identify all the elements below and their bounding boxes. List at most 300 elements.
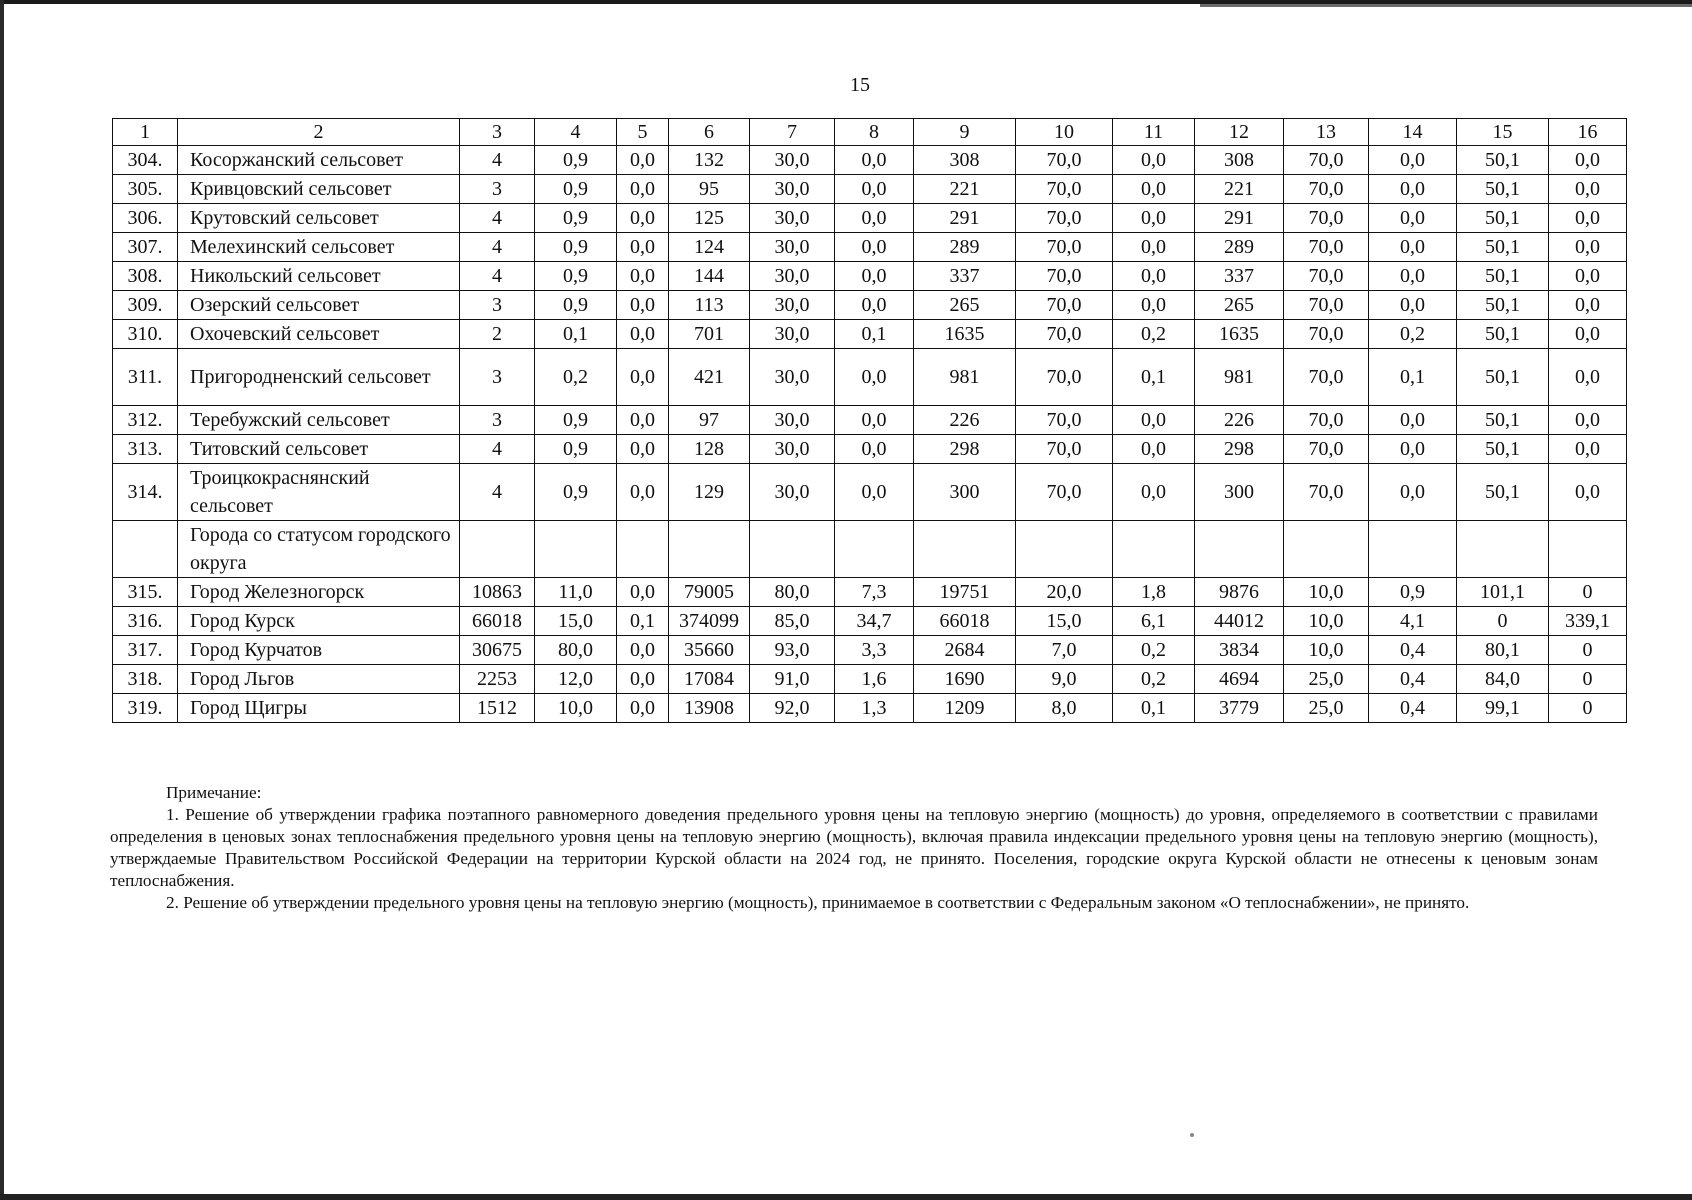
value-cell: 132 — [669, 146, 750, 175]
value-cell: 70,0 — [1284, 146, 1369, 175]
value-cell: 0,1 — [1369, 349, 1457, 406]
value-cell: 1690 — [914, 665, 1016, 694]
value-cell: 265 — [914, 291, 1016, 320]
value-cell: 80,1 — [1457, 636, 1549, 665]
value-cell: 11 — [1113, 119, 1195, 146]
value-cell: 0,0 — [1549, 349, 1627, 406]
value-cell: 50,1 — [1457, 320, 1549, 349]
value-cell: 1,3 — [835, 694, 914, 723]
scan-edge-top-shadow — [1200, 4, 1692, 7]
value-cell: 3 — [460, 406, 535, 435]
value-cell: 7,0 — [1016, 636, 1113, 665]
value-cell: 4 — [460, 204, 535, 233]
value-cell: 93,0 — [750, 636, 835, 665]
value-cell: 4 — [460, 233, 535, 262]
value-cell: 1512 — [460, 694, 535, 723]
value-cell: 128 — [669, 435, 750, 464]
value-cell: 5 — [617, 119, 669, 146]
name-cell: 2 — [178, 119, 460, 146]
value-cell: 70,0 — [1284, 349, 1369, 406]
value-cell: 0,0 — [617, 175, 669, 204]
value-cell: 7,3 — [835, 578, 914, 607]
value-cell: 30,0 — [750, 320, 835, 349]
value-cell: 0,0 — [617, 291, 669, 320]
data-table — [112, 118, 1627, 723]
value-cell: 0 — [1457, 607, 1549, 636]
name-cell: Озерский сельсовет — [178, 291, 460, 320]
value-cell: 0,1 — [617, 607, 669, 636]
value-cell: 129 — [669, 464, 750, 521]
value-cell: 308 — [1195, 146, 1284, 175]
name-cell: Крутовский сельсовет — [178, 204, 460, 233]
value-cell: 91,0 — [750, 665, 835, 694]
value-cell: 35660 — [669, 636, 750, 665]
value-cell: 20,0 — [1016, 578, 1113, 607]
name-cell: Мелехинский сельсовет — [178, 233, 460, 262]
value-cell: 0,0 — [617, 349, 669, 406]
value-cell: 0,0 — [1113, 175, 1195, 204]
name-cell: Города со статусом городского округа — [178, 521, 460, 578]
value-cell: 50,1 — [1457, 204, 1549, 233]
value-cell: 0,0 — [1549, 406, 1627, 435]
value-cell: 2684 — [914, 636, 1016, 665]
value-cell — [460, 521, 535, 578]
name-cell: Никольский сельсовет — [178, 262, 460, 291]
value-cell: 70,0 — [1016, 435, 1113, 464]
value-cell: 70,0 — [1016, 464, 1113, 521]
value-cell: 10,0 — [1284, 607, 1369, 636]
value-cell: 3834 — [1195, 636, 1284, 665]
value-cell: 0 — [1549, 694, 1627, 723]
value-cell: 15,0 — [535, 607, 617, 636]
note-block — [110, 782, 1598, 914]
value-cell: 298 — [1195, 435, 1284, 464]
value-cell: 0,0 — [835, 464, 914, 521]
value-cell: 300 — [914, 464, 1016, 521]
value-cell: 0,0 — [1113, 435, 1195, 464]
value-cell: 7 — [750, 119, 835, 146]
value-cell: 70,0 — [1284, 464, 1369, 521]
value-cell: 221 — [1195, 175, 1284, 204]
value-cell: 12 — [1195, 119, 1284, 146]
value-cell: 0,9 — [535, 146, 617, 175]
row-number-cell — [113, 521, 178, 578]
table-body — [113, 119, 1627, 723]
value-cell — [914, 521, 1016, 578]
value-cell: 70,0 — [1016, 349, 1113, 406]
value-cell: 0,4 — [1369, 694, 1457, 723]
value-cell: 6,1 — [1113, 607, 1195, 636]
value-cell: 0,2 — [1369, 320, 1457, 349]
value-cell: 8 — [835, 119, 914, 146]
value-cell: 70,0 — [1284, 262, 1369, 291]
value-cell: 308 — [914, 146, 1016, 175]
value-cell: 0,0 — [1369, 204, 1457, 233]
value-cell: 125 — [669, 204, 750, 233]
value-cell: 66018 — [914, 607, 1016, 636]
value-cell: 44012 — [1195, 607, 1284, 636]
row-number-cell: 316. — [113, 607, 178, 636]
value-cell: 30,0 — [750, 464, 835, 521]
value-cell: 30,0 — [750, 349, 835, 406]
value-cell: 0,4 — [1369, 665, 1457, 694]
table-row — [113, 607, 1627, 636]
value-cell: 0,0 — [617, 464, 669, 521]
name-cell: Титовский сельсовет — [178, 435, 460, 464]
row-number-cell: 317. — [113, 636, 178, 665]
value-cell: 0,0 — [835, 349, 914, 406]
value-cell: 19751 — [914, 578, 1016, 607]
table-row — [113, 233, 1627, 262]
table-row — [113, 291, 1627, 320]
value-cell: 0,2 — [535, 349, 617, 406]
value-cell: 0,0 — [1113, 262, 1195, 291]
value-cell: 70,0 — [1284, 320, 1369, 349]
note-paragraph-2: 2. Решение об утверждении предельного уровня цены на тепловую энергию (мощность), принимаемое в соответствии с Федеральным законом «О теплоснабжении», не принято. — [166, 893, 1470, 912]
value-cell: 92,0 — [750, 694, 835, 723]
value-cell: 30,0 — [750, 175, 835, 204]
value-cell: 70,0 — [1284, 175, 1369, 204]
value-cell: 10,0 — [1284, 636, 1369, 665]
value-cell: 0,0 — [617, 435, 669, 464]
value-cell — [1195, 521, 1284, 578]
value-cell: 95 — [669, 175, 750, 204]
value-cell: 0,0 — [1369, 464, 1457, 521]
value-cell: 337 — [914, 262, 1016, 291]
value-cell: 0,0 — [617, 665, 669, 694]
row-number-cell: 308. — [113, 262, 178, 291]
value-cell: 70,0 — [1016, 204, 1113, 233]
note-paragraph-1: 1. Решение об утверждении графика поэтапного равномерного доведения предельного уровня цены на тепловую энергию (мощность) до уровня, определяемого в соответствии с правилами определения в ценовых зонах теплоснабжения предельного уровня цены на тепловую энергию (мощность), включая правила индексации предельного уровня цены на тепловую энергию (мощность), утверждаемые Правительством Российской Федерации на территории Курской области на 2024 год, не принято. Поселения, городские округа Курской области не отнесены к ценовым зонам теплоснабжения. — [110, 805, 1598, 890]
value-cell: 3 — [460, 349, 535, 406]
table-row — [113, 320, 1627, 349]
value-cell: 14 — [1369, 119, 1457, 146]
value-cell: 0,0 — [617, 636, 669, 665]
value-cell: 291 — [914, 204, 1016, 233]
value-cell: 70,0 — [1016, 175, 1113, 204]
value-cell: 99,1 — [1457, 694, 1549, 723]
value-cell: 50,1 — [1457, 146, 1549, 175]
value-cell: 0,0 — [617, 320, 669, 349]
value-cell: 15,0 — [1016, 607, 1113, 636]
value-cell: 0,0 — [1113, 146, 1195, 175]
value-cell: 11,0 — [535, 578, 617, 607]
value-cell: 300 — [1195, 464, 1284, 521]
name-cell: Охочевский сельсовет — [178, 320, 460, 349]
value-cell: 0,1 — [535, 320, 617, 349]
value-cell: 1635 — [1195, 320, 1284, 349]
table-row — [113, 262, 1627, 291]
value-cell: 9 — [914, 119, 1016, 146]
value-cell: 0,9 — [535, 262, 617, 291]
value-cell: 3,3 — [835, 636, 914, 665]
value-cell: 0,4 — [1369, 636, 1457, 665]
value-cell: 50,1 — [1457, 349, 1549, 406]
value-cell: 10,0 — [1284, 578, 1369, 607]
value-cell: 84,0 — [1457, 665, 1549, 694]
name-cell: Троицкокраснянский сельсовет — [178, 464, 460, 521]
value-cell: 0,2 — [1113, 665, 1195, 694]
value-cell: 0,0 — [617, 233, 669, 262]
value-cell — [535, 521, 617, 578]
value-cell: 0,1 — [1113, 349, 1195, 406]
value-cell: 3 — [460, 291, 535, 320]
value-cell: 144 — [669, 262, 750, 291]
value-cell: 50,1 — [1457, 435, 1549, 464]
row-number-cell: 312. — [113, 406, 178, 435]
value-cell: 0,9 — [535, 233, 617, 262]
value-cell: 289 — [914, 233, 1016, 262]
value-cell: 70,0 — [1016, 291, 1113, 320]
value-cell: 6 — [669, 119, 750, 146]
value-cell: 70,0 — [1016, 320, 1113, 349]
value-cell: 0,0 — [617, 262, 669, 291]
value-cell: 66018 — [460, 607, 535, 636]
table-row — [113, 406, 1627, 435]
value-cell: 124 — [669, 233, 750, 262]
value-cell — [1113, 521, 1195, 578]
value-cell: 3779 — [1195, 694, 1284, 723]
value-cell: 0,0 — [835, 406, 914, 435]
value-cell — [1457, 521, 1549, 578]
row-number-cell: 310. — [113, 320, 178, 349]
value-cell: 101,1 — [1457, 578, 1549, 607]
value-cell: 0,0 — [1549, 204, 1627, 233]
value-cell: 50,1 — [1457, 464, 1549, 521]
value-cell: 0,0 — [1113, 464, 1195, 521]
value-cell: 30,0 — [750, 262, 835, 291]
note-title: Примечание: — [166, 783, 262, 802]
value-cell: 0,0 — [1549, 464, 1627, 521]
value-cell: 13908 — [669, 694, 750, 723]
value-cell: 25,0 — [1284, 665, 1369, 694]
value-cell: 0,0 — [1549, 233, 1627, 262]
value-cell: 0,0 — [1113, 291, 1195, 320]
value-cell: 50,1 — [1457, 406, 1549, 435]
name-cell: Город Железногорск — [178, 578, 460, 607]
value-cell: 30,0 — [750, 233, 835, 262]
value-cell: 97 — [669, 406, 750, 435]
value-cell: 289 — [1195, 233, 1284, 262]
table-row — [113, 175, 1627, 204]
value-cell — [1549, 521, 1627, 578]
name-cell: Кривцовский сельсовет — [178, 175, 460, 204]
value-cell: 221 — [914, 175, 1016, 204]
value-cell: 30,0 — [750, 204, 835, 233]
value-cell: 0,0 — [1549, 435, 1627, 464]
value-cell: 70,0 — [1016, 406, 1113, 435]
value-cell: 30,0 — [750, 291, 835, 320]
value-cell: 70,0 — [1284, 204, 1369, 233]
table-row — [113, 578, 1627, 607]
value-cell: 9,0 — [1016, 665, 1113, 694]
row-number-cell: 1 — [113, 119, 178, 146]
value-cell: 9876 — [1195, 578, 1284, 607]
value-cell — [1016, 521, 1113, 578]
value-cell: 70,0 — [1016, 233, 1113, 262]
value-cell: 0,0 — [1369, 146, 1457, 175]
value-cell: 981 — [1195, 349, 1284, 406]
value-cell: 374099 — [669, 607, 750, 636]
value-cell: 15 — [1457, 119, 1549, 146]
value-cell: 30675 — [460, 636, 535, 665]
name-cell: Город Курчатов — [178, 636, 460, 665]
value-cell: 4 — [460, 262, 535, 291]
value-cell: 0,0 — [1113, 233, 1195, 262]
table-row — [113, 146, 1627, 175]
table-header-row — [113, 119, 1627, 146]
row-number-cell: 305. — [113, 175, 178, 204]
value-cell: 50,1 — [1457, 175, 1549, 204]
value-cell: 0,0 — [835, 146, 914, 175]
value-cell: 30,0 — [750, 435, 835, 464]
value-cell: 10863 — [460, 578, 535, 607]
value-cell: 226 — [1195, 406, 1284, 435]
value-cell: 0,0 — [835, 262, 914, 291]
value-cell: 4,1 — [1369, 607, 1457, 636]
value-cell: 337 — [1195, 262, 1284, 291]
value-cell: 0,0 — [1549, 146, 1627, 175]
value-cell: 12,0 — [535, 665, 617, 694]
value-cell: 16 — [1549, 119, 1627, 146]
scan-speck — [1190, 1133, 1194, 1137]
value-cell: 50,1 — [1457, 262, 1549, 291]
value-cell: 298 — [914, 435, 1016, 464]
value-cell: 0,0 — [835, 435, 914, 464]
row-number-cell: 313. — [113, 435, 178, 464]
value-cell: 80,0 — [535, 636, 617, 665]
value-cell: 0,9 — [535, 291, 617, 320]
value-cell — [750, 521, 835, 578]
value-cell: 265 — [1195, 291, 1284, 320]
value-cell: 30,0 — [750, 146, 835, 175]
value-cell: 1,8 — [1113, 578, 1195, 607]
value-cell: 291 — [1195, 204, 1284, 233]
value-cell: 0,0 — [835, 204, 914, 233]
name-cell: Пригородненский сельсовет — [178, 349, 460, 406]
name-cell: Город Курск — [178, 607, 460, 636]
value-cell: 85,0 — [750, 607, 835, 636]
table-row — [113, 204, 1627, 233]
value-cell: 0,9 — [535, 435, 617, 464]
value-cell: 0,9 — [535, 175, 617, 204]
value-cell: 70,0 — [1284, 233, 1369, 262]
value-cell: 4 — [460, 146, 535, 175]
value-cell: 0,0 — [1369, 233, 1457, 262]
value-cell: 0,0 — [1549, 175, 1627, 204]
value-cell: 0,0 — [617, 578, 669, 607]
value-cell: 0,0 — [617, 146, 669, 175]
value-cell: 4694 — [1195, 665, 1284, 694]
scan-edge-left — [0, 0, 4, 1200]
row-number-cell: 311. — [113, 349, 178, 406]
value-cell: 0,0 — [1369, 435, 1457, 464]
value-cell: 0,0 — [835, 175, 914, 204]
row-number-cell: 314. — [113, 464, 178, 521]
value-cell — [617, 521, 669, 578]
value-cell: 0 — [1549, 665, 1627, 694]
value-cell: 10,0 — [535, 694, 617, 723]
value-cell: 0,0 — [617, 204, 669, 233]
value-cell: 0 — [1549, 636, 1627, 665]
value-cell: 0,1 — [835, 320, 914, 349]
value-cell: 981 — [914, 349, 1016, 406]
value-cell: 0,9 — [1369, 578, 1457, 607]
value-cell: 2253 — [460, 665, 535, 694]
value-cell — [669, 521, 750, 578]
value-cell — [835, 521, 914, 578]
value-cell: 50,1 — [1457, 291, 1549, 320]
table-row — [113, 521, 1627, 578]
value-cell: 70,0 — [1284, 435, 1369, 464]
value-cell: 339,1 — [1549, 607, 1627, 636]
scan-edge-bottom — [0, 1194, 1692, 1200]
value-cell: 0,0 — [1549, 320, 1627, 349]
value-cell: 4 — [535, 119, 617, 146]
value-cell: 79005 — [669, 578, 750, 607]
value-cell: 13 — [1284, 119, 1369, 146]
name-cell: Косоржанский сельсовет — [178, 146, 460, 175]
row-number-cell: 315. — [113, 578, 178, 607]
row-number-cell: 304. — [113, 146, 178, 175]
value-cell: 0,0 — [1369, 262, 1457, 291]
row-number-cell: 318. — [113, 665, 178, 694]
value-cell: 0,2 — [1113, 636, 1195, 665]
value-cell: 17084 — [669, 665, 750, 694]
value-cell: 25,0 — [1284, 694, 1369, 723]
table-row — [113, 665, 1627, 694]
value-cell: 4 — [460, 435, 535, 464]
value-cell: 0,0 — [1369, 291, 1457, 320]
table-row — [113, 349, 1627, 406]
value-cell: 30,0 — [750, 406, 835, 435]
value-cell: 0,0 — [1549, 291, 1627, 320]
value-cell: 4 — [460, 464, 535, 521]
row-number-cell: 309. — [113, 291, 178, 320]
value-cell: 70,0 — [1284, 291, 1369, 320]
value-cell: 0,0 — [1113, 204, 1195, 233]
value-cell: 0 — [1549, 578, 1627, 607]
table-row — [113, 636, 1627, 665]
value-cell: 0,0 — [617, 406, 669, 435]
value-cell: 0,0 — [1549, 262, 1627, 291]
value-cell: 0,0 — [617, 694, 669, 723]
value-cell: 10 — [1016, 119, 1113, 146]
value-cell: 2 — [460, 320, 535, 349]
value-cell: 0,0 — [835, 291, 914, 320]
value-cell: 0,0 — [1369, 175, 1457, 204]
value-cell: 80,0 — [750, 578, 835, 607]
value-cell: 0,9 — [535, 464, 617, 521]
value-cell: 3 — [460, 175, 535, 204]
value-cell — [1284, 521, 1369, 578]
value-cell: 226 — [914, 406, 1016, 435]
value-cell: 70,0 — [1016, 262, 1113, 291]
row-number-cell: 306. — [113, 204, 178, 233]
name-cell: Теребужский сельсовет — [178, 406, 460, 435]
value-cell: 70,0 — [1284, 406, 1369, 435]
value-cell: 113 — [669, 291, 750, 320]
value-cell — [1369, 521, 1457, 578]
value-cell: 701 — [669, 320, 750, 349]
value-cell: 0,9 — [535, 204, 617, 233]
name-cell: Город Щигры — [178, 694, 460, 723]
value-cell: 8,0 — [1016, 694, 1113, 723]
value-cell: 1635 — [914, 320, 1016, 349]
table-row — [113, 435, 1627, 464]
value-cell: 421 — [669, 349, 750, 406]
value-cell: 1,6 — [835, 665, 914, 694]
